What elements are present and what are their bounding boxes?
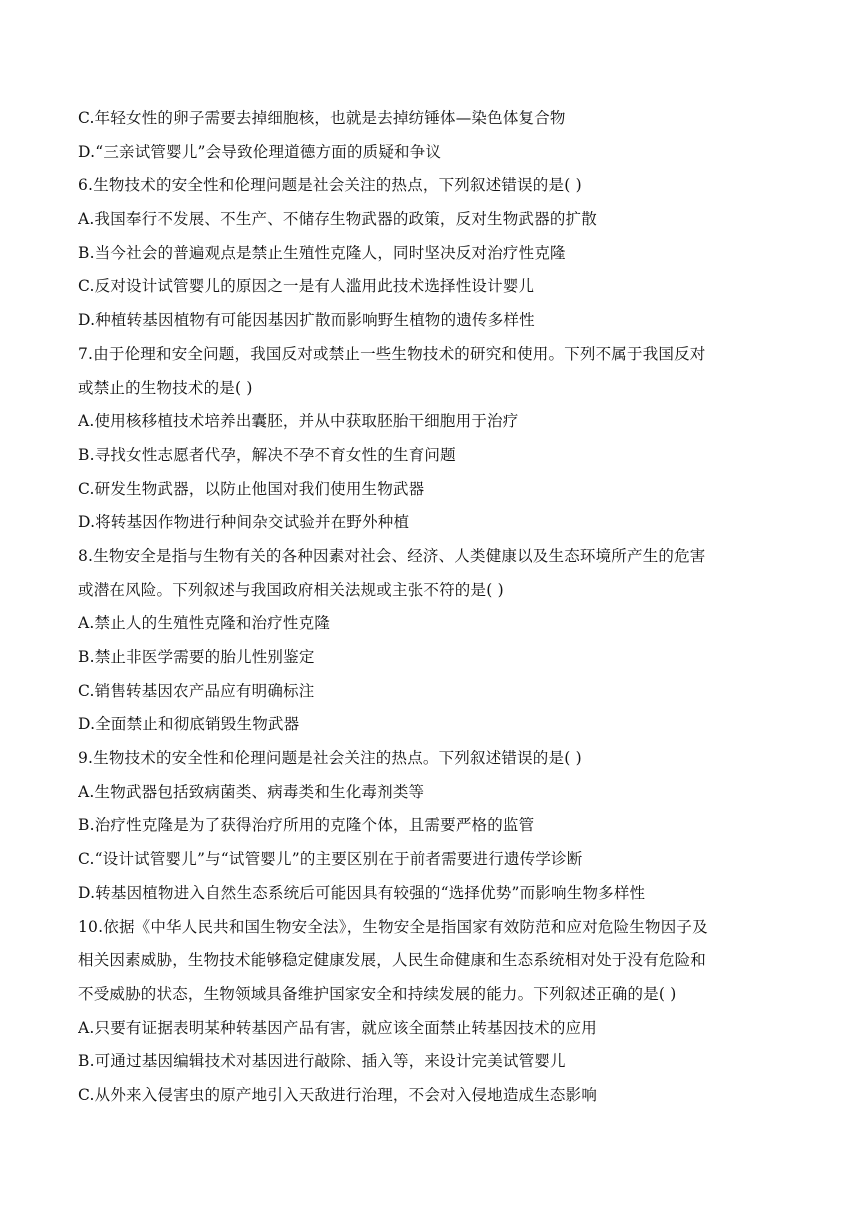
question-8-option-a: A.禁止人的生殖性克隆和治疗性克隆 (78, 614, 331, 633)
question-7-option-c: C.研发生物武器，以防止他国对我们使用生物武器 (78, 479, 425, 498)
question-8-option-c: C.销售转基因农产品应有明确标注 (78, 681, 315, 700)
option-c-line: C.年轻女性的卵子需要去掉细胞核，也就是去掉纺锤体—染色体复合物 (78, 109, 566, 127)
question-6-stem: 6.生物技术的安全性和伦理问题是社会关注的热点，下列叙述错误的是( ) (78, 176, 582, 195)
question-10-option-a: A.只要有证据表明某种转基因产品有害，就应该全面禁止转基因技术的应用 (78, 1018, 597, 1037)
question-7-stem-line-2: 或禁止的生物技术的是( ) (78, 378, 253, 397)
question-9-stem: 9.生物技术的安全性和伦理问题是社会关注的热点。下列叙述错误的是( ) (78, 749, 582, 768)
question-7-option-d: D.将转基因作物进行种间杂交试验并在野外种植 (78, 513, 410, 532)
question-6-option-c: C.反对设计试管婴儿的原因之一是有人滥用此技术选择性设计婴儿 (78, 277, 535, 296)
question-9-option-a: A.生物武器包括致病菌类、病毒类和生化毒剂类等 (78, 782, 425, 801)
question-8-option-b: B.禁止非医学需要的胎儿性别鉴定 (78, 648, 315, 666)
question-10-option-b: B.可通过基因编辑技术对基因进行敲除、插入等，来设计完美试管婴儿 (78, 1052, 566, 1071)
question-10-option-c: C.从外来入侵害虫的原产地引入天敌进行治理，不会对入侵地造成生态影响 (78, 1085, 598, 1104)
question-8-option-d: D.全面禁止和彻底销毁生物武器 (78, 715, 300, 734)
question-6-option-b: B.当今社会的普遍观点是禁止生殖性克隆人，同时坚决反对治疗性克隆 (78, 243, 566, 262)
question-7-option-b: B.寻找女性志愿者代孕，解决不孕不育女性的生育问题 (78, 445, 456, 464)
question-6-option-d: D.种植转基因植物有可能因基因扩散而影响野生植物的遗传多样性 (78, 311, 535, 330)
option-d-line: D.“三亲试管婴儿”会导致伦理道德方面的质疑和争议 (78, 142, 442, 161)
question-9-option-c: C.“设计试管婴儿”与“试管婴儿”的主要区别在于前者需要进行遗传学诊断 (78, 850, 583, 869)
question-8-stem-line-2: 或潜在风险。下列叙述与我国政府相关法规或主张不符的是( ) (78, 580, 504, 599)
question-7-stem-line-1: 7.由于伦理和安全问题，我国反对或禁止一些生物技术的研究和使用。下列不属于我国反对 (78, 344, 706, 363)
question-7-option-a: A.使用核移植技术培养出囊胚，并从中获取胚胎干细胞用于治疗 (78, 412, 519, 431)
question-10-stem-line-2: 相关因素威胁，生物技术能够稳定健康发展，人民生命健康和生态系统相对处于没有危险和 (78, 951, 707, 970)
question-10-stem-line-1: 10.依据《中华人民共和国生物安全法》，生物安全是指国家有效防范和应对危险生物因子及 (78, 917, 708, 936)
question-text-block (78, 102, 782, 1113)
question-8-stem-line-1: 8.生物安全是指与生物有关的各种因素对社会、经济、人类健康以及生态环境所产生的危害 (78, 546, 706, 565)
question-10-stem-line-3: 不受威胁的状态，生物领域具备维护国家安全和持续发展的能力。下列叙述正确的是( ) (78, 984, 677, 1003)
question-9-option-b: B.治疗性克隆是为了获得治疗所用的克隆个体，且需要严格的监管 (78, 816, 535, 835)
question-6-option-a: A.我国奉行不发展、不生产、不储存生物武器的政策，反对生物武器的扩散 (78, 210, 597, 229)
question-9-option-d: D.转基因植物进入自然生态系统后可能因具有较强的“选择优势”而影响生物多样性 (78, 883, 646, 902)
